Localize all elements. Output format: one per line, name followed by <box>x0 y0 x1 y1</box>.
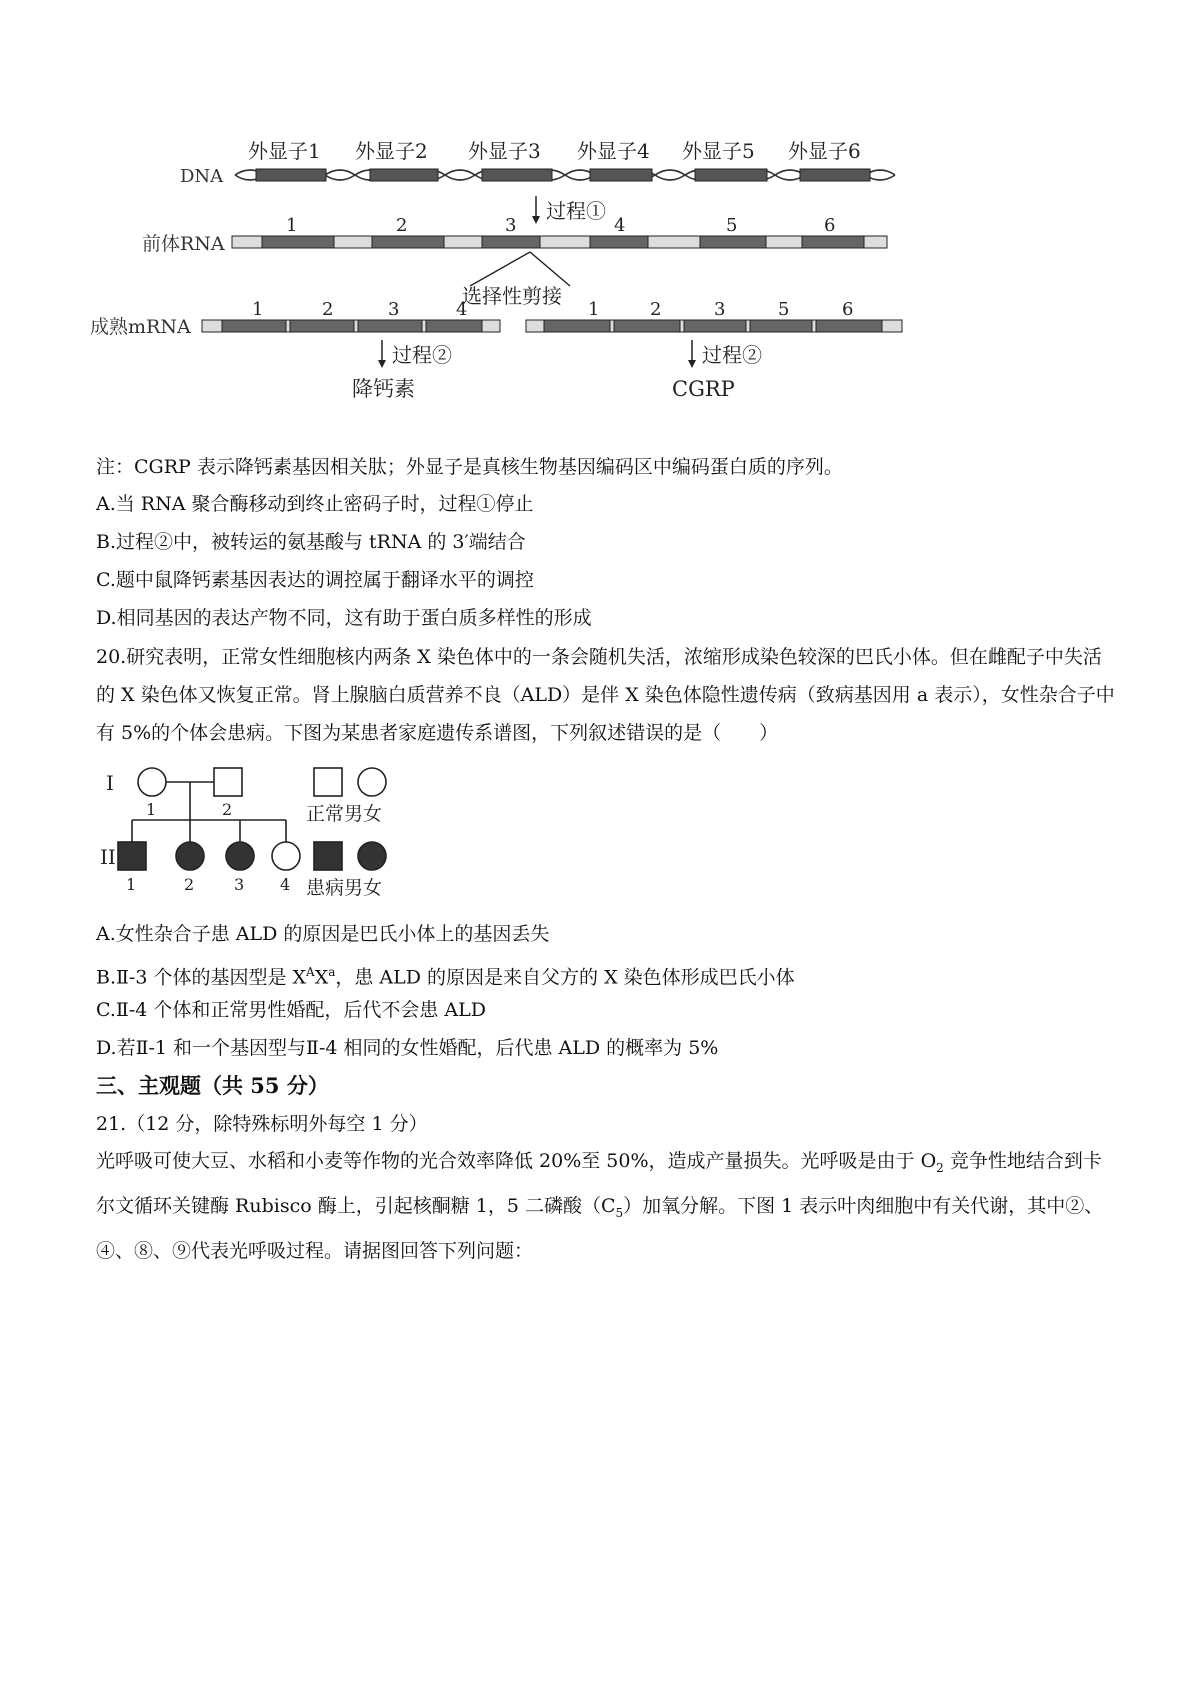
individual-number: 3 <box>234 875 245 894</box>
q21-text-3: ）加氧分解。下图 1 表示叶肉细胞中有关代谢，其中②、④、⑧、⑨代表光呼吸过程。请据图回答下列问题： <box>96 1194 1104 1262</box>
q20-stem: 20.研究表明，正常女性细胞核内两条 X 染色体中的一条会随机失活，浓缩形成染色较深的巴氏小体。但在雌配子中失活的 X 染色体又恢复正常。肾上腺脑白质营养不良（ALD）是伴 X 染色体隐性遗传病（致病基因用 a 表示），女性杂合子中有 5%的个体会患病。下图为某患者家庭遗传系谱图，下列叙述错误的是（ ） <box>96 646 1115 744</box>
pre-number: 2 <box>396 215 408 236</box>
mature-right-number: 1 <box>588 299 600 320</box>
gene-expression-figure <box>90 128 1000 438</box>
dna-exon <box>800 169 870 181</box>
mature-left-number: 2 <box>322 299 334 320</box>
mature-mrna-left <box>202 320 500 332</box>
legend-female-normal <box>358 768 386 796</box>
dna-label: DNA <box>180 166 224 187</box>
process2-label-left: 过程② <box>392 343 452 367</box>
superscript-a: a <box>328 965 336 979</box>
figure-note: 注：CGRP 表示降钙素基因相关肽；外显子是真核生物基因编码区中编码蛋白质的序列。 <box>96 456 843 478</box>
pre-rna-bar <box>232 236 887 248</box>
q19-option-d: D.相同基因的表达产物不同，这有助于蛋白质多样性的形成 <box>96 607 592 629</box>
exon-label: 外显子1 <box>248 139 321 163</box>
q19-option-c: C.题中鼠降钙素基因表达的调控属于翻译水平的调控 <box>96 569 534 591</box>
q20-option-b-rest: ，患 ALD 的原因是来自父方的 X 染色体形成巴氏小体 <box>335 966 795 989</box>
process2-label-right: 过程② <box>702 343 762 367</box>
female-normal <box>138 768 166 796</box>
individual-number: 4 <box>280 875 291 894</box>
product-calcitonin: 降钙素 <box>352 377 415 401</box>
q21-paragraph <box>96 1142 1116 1270</box>
individual-number: 1 <box>126 875 137 894</box>
female-affected <box>226 842 254 870</box>
generation-label: I <box>106 771 114 795</box>
dna-exon <box>482 169 552 181</box>
q21-text-1: 光呼吸可使大豆、水稻和小麦等作物的光合效率降低 20%至 50%，造成产量损失。光呼吸是由于 O <box>96 1150 937 1172</box>
subscript-2: 2 <box>936 1160 944 1175</box>
mature-right-number: 5 <box>778 299 790 320</box>
pedigree-chart <box>100 760 460 910</box>
exon-label: 外显子5 <box>682 139 755 163</box>
mature-left-number: 1 <box>252 299 264 320</box>
pre-number: 3 <box>505 215 517 236</box>
subscript-5: 5 <box>615 1205 624 1220</box>
pre-rna-label: 前体RNA <box>142 233 225 255</box>
dna-exon <box>590 169 652 181</box>
q21-heading: 21.（12 分，除特殊标明外每空 1 分） <box>96 1113 428 1135</box>
mature-right-number: 6 <box>842 299 854 320</box>
generation-label: II <box>100 845 116 869</box>
q21-text-2: 竞争性地结合到卡尔文循环关键酶 Rubisco 酶上，引起核酮糖 1，5 二磷酸（C <box>96 1150 1102 1217</box>
individual-number: 2 <box>184 875 195 894</box>
male-affected <box>118 842 146 870</box>
q20-option-d: D.若Ⅱ-1 和一个基因型与Ⅱ-4 相同的女性婚配，后代患 ALD 的概率为 5% <box>96 1037 719 1059</box>
q19-option-b: B.过程②中，被转运的氨基酸与 tRNA 的 3′端结合 <box>96 531 526 553</box>
dna-helix <box>235 170 895 180</box>
splice-label: 选择性剪接 <box>462 284 562 308</box>
exon-label: 外显子2 <box>355 139 428 163</box>
dna-exon <box>695 169 767 181</box>
q19-option-a: A.当 RNA 聚合酶移动到终止密码子时，过程①停止 <box>96 493 534 515</box>
q20-option-b-text: B.Ⅱ-3 个体的基因型是 X <box>96 966 307 989</box>
mature-right-number: 3 <box>714 299 726 320</box>
exon-label: 外显子4 <box>577 139 650 163</box>
dna-exon <box>256 169 326 181</box>
mature-right-number: 2 <box>650 299 662 320</box>
dna-exon <box>370 169 438 181</box>
q20-option-c: C.Ⅱ-4 个体和正常男性婚配，后代不会患 ALD <box>96 999 486 1021</box>
legend-normal-label: 正常男女 <box>306 803 383 825</box>
exon-label: 外显子6 <box>788 139 861 163</box>
product-cgrp: CGRP <box>672 377 735 401</box>
q20-option-a: A.女性杂合子患 ALD 的原因是巴氏小体上的基因丢失 <box>96 923 550 945</box>
female-normal <box>272 842 300 870</box>
mature-left-number: 3 <box>388 299 400 320</box>
q20-option-b-x: X <box>314 966 329 989</box>
pre-number: 5 <box>726 215 738 236</box>
individual-number: 1 <box>146 800 157 819</box>
section-heading: 三、主观题（共 55 分） <box>96 1073 329 1098</box>
q20-option-b <box>96 960 795 989</box>
legend-affected-label: 患病男女 <box>306 877 383 899</box>
mature-left-number: 4 <box>456 299 468 320</box>
exon-label: 外显子3 <box>468 139 541 163</box>
mature-mrna-right <box>526 320 902 332</box>
process1-label: 过程① <box>546 199 606 223</box>
legend-male-normal <box>314 768 342 796</box>
male-normal <box>214 768 242 796</box>
pre-number: 4 <box>614 215 626 236</box>
mature-mrna-label: 成熟mRNA <box>90 316 191 338</box>
legend-female-affected <box>358 842 386 870</box>
pre-number: 6 <box>824 215 836 236</box>
female-affected <box>176 842 204 870</box>
splice-arrows <box>470 252 570 286</box>
superscript-A: A <box>306 965 315 979</box>
legend-male-affected <box>314 842 342 870</box>
individual-number: 2 <box>222 800 233 819</box>
pre-number: 1 <box>286 215 298 236</box>
